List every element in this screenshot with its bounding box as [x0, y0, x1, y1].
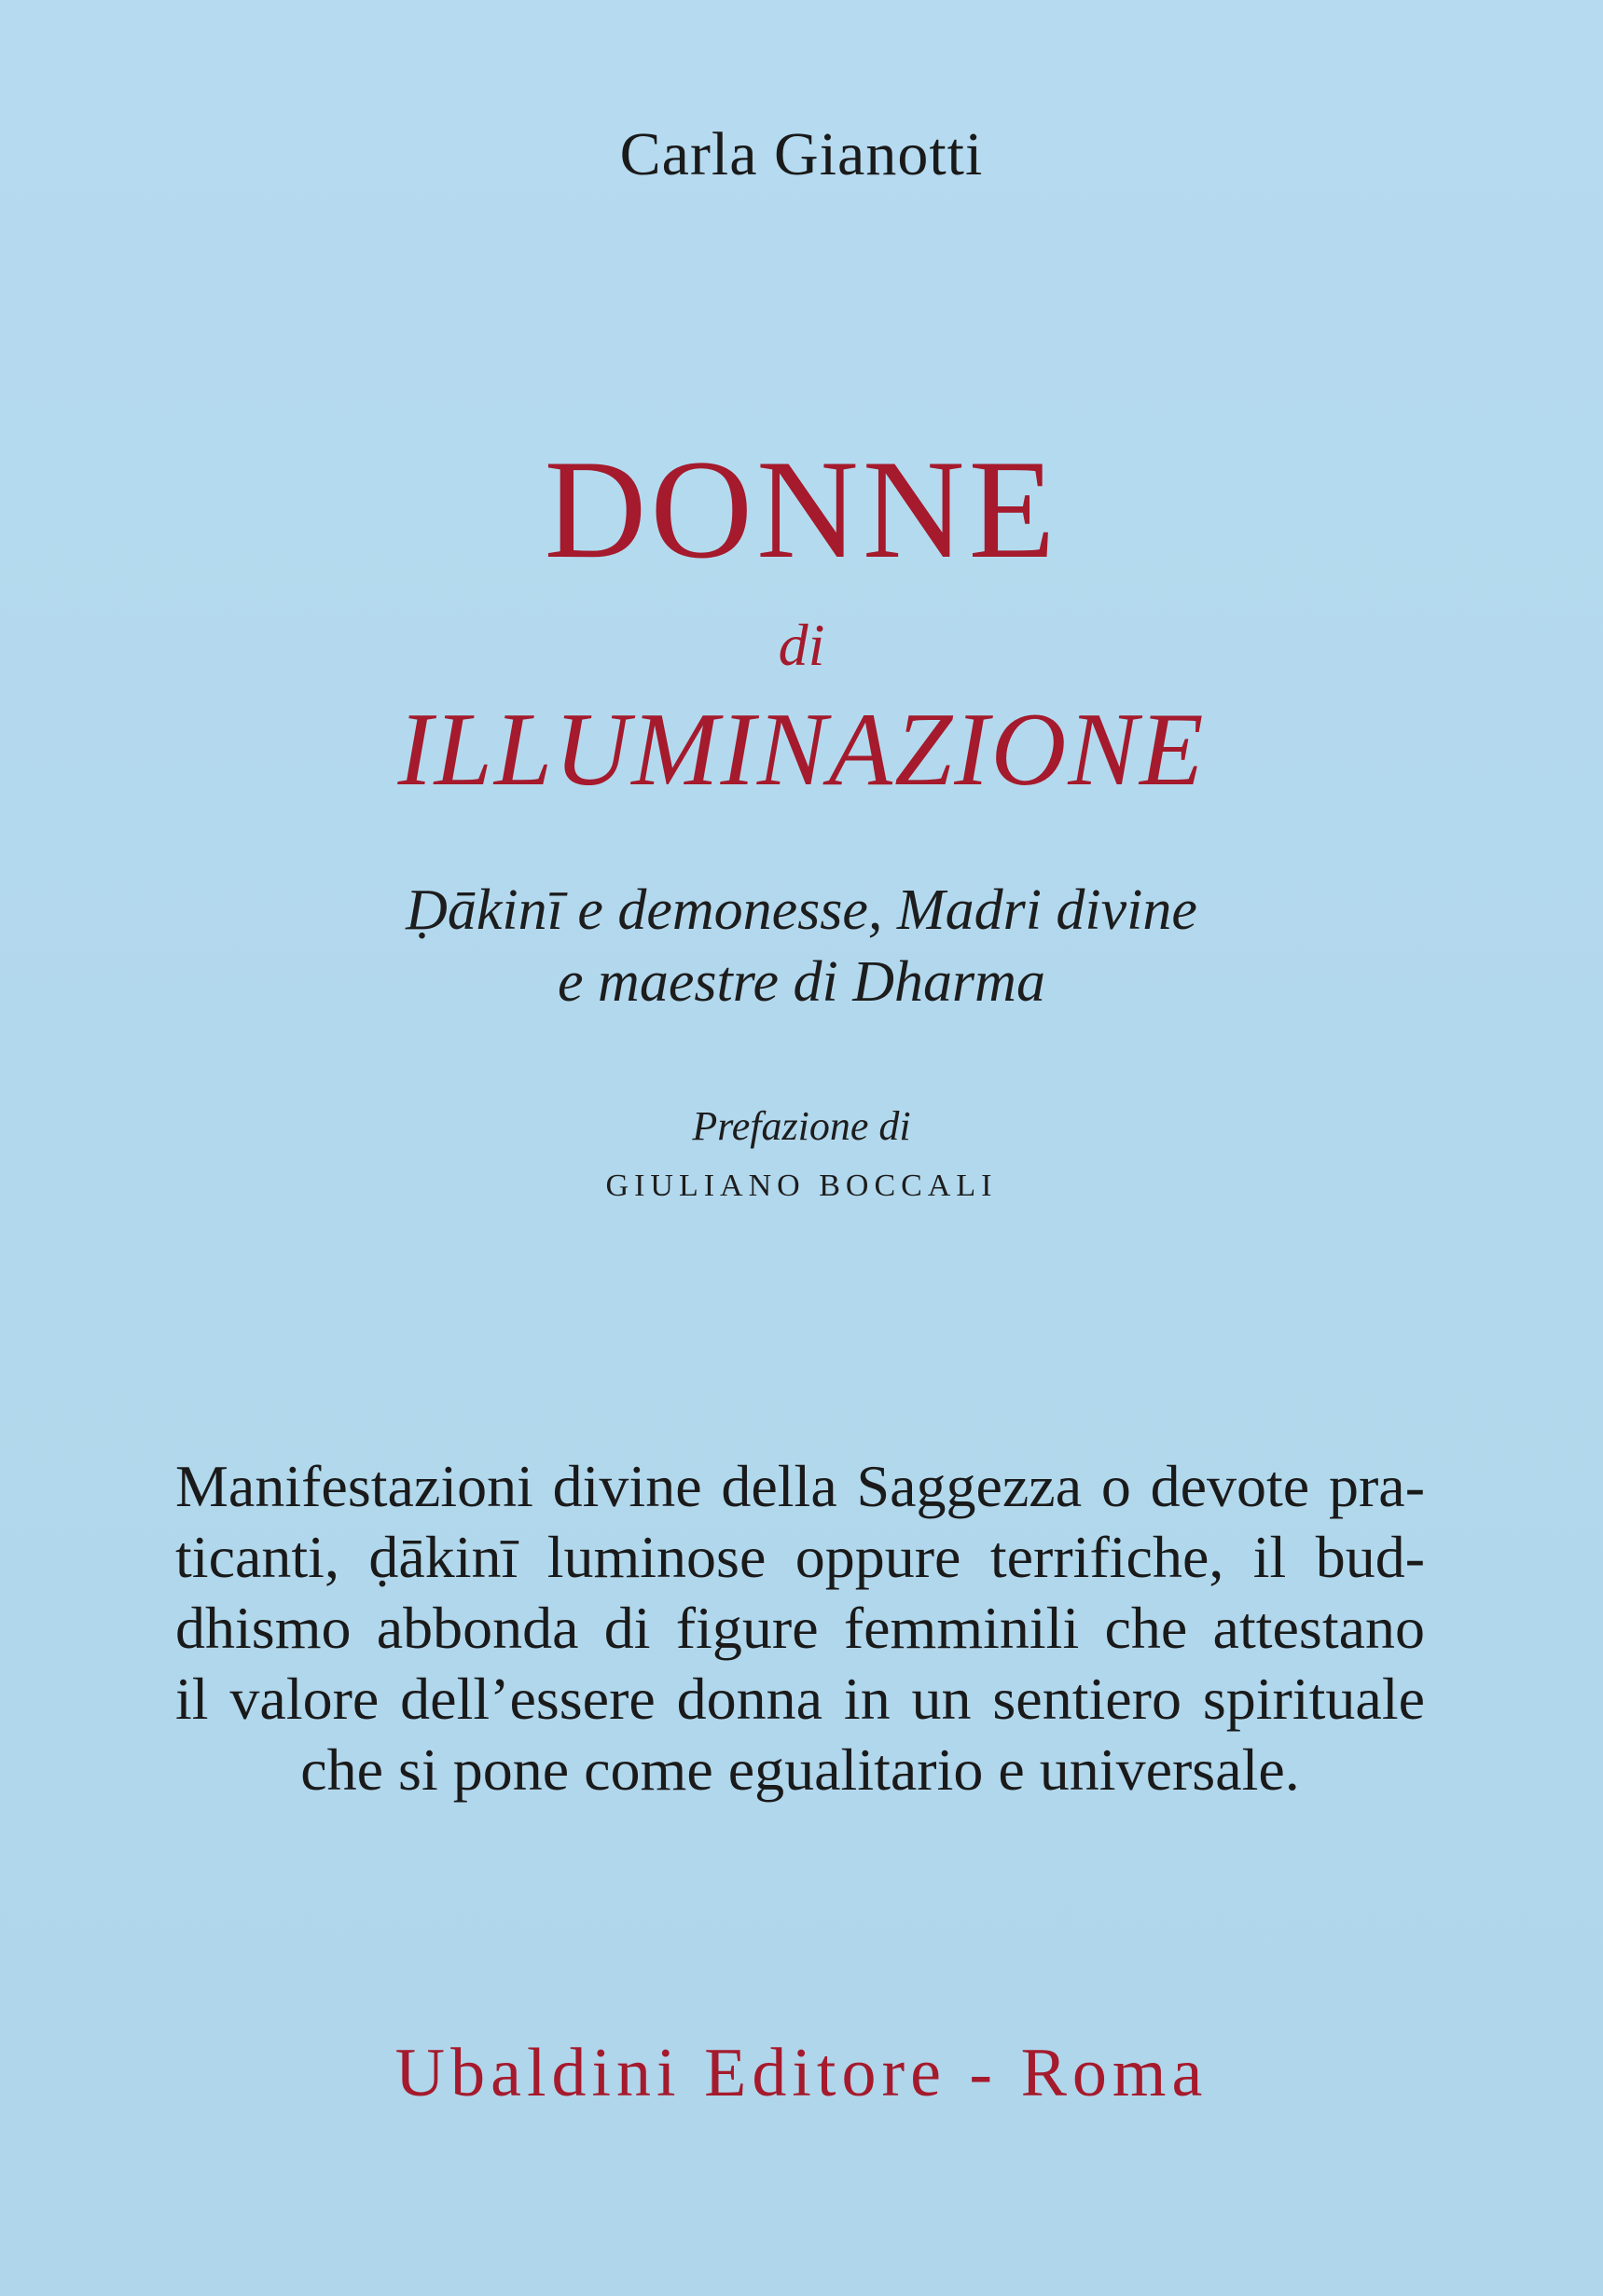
blurb-line-2: ticanti, ḍākinī luminose oppure terrifiche, il bud-: [175, 1524, 1425, 1590]
preface-label: Prefazione di: [692, 1103, 911, 1149]
title-main: DONNE: [544, 431, 1059, 588]
subtitle-line-2: e maestre di Dharma: [558, 949, 1045, 1014]
preface-author: GIULIANO BOCCALI: [605, 1169, 998, 1203]
subtitle-line-1: Ḍākinī e demonesse, Madri divine: [406, 878, 1197, 942]
blurb-line-5: che si pone come egualitario e universale.: [300, 1736, 1300, 1803]
author-name: Carla Gianotti: [619, 120, 984, 188]
blurb-line-4: il valore dell’essere donna in un sentiero spirituale: [175, 1666, 1425, 1732]
subtitle: [0, 875, 1603, 1018]
publisher-imprint: Ubaldini Editore - Roma: [394, 2035, 1209, 2111]
blurb-line-1: Manifestazioni divine della Saggezza o devote pra-: [175, 1453, 1425, 1519]
title-secondary: ILLUMINAZIONE: [397, 692, 1206, 808]
blurb-line-3: dhismo abbonda di figure femminili che attestano: [175, 1595, 1425, 1661]
title-connector: di: [778, 612, 825, 678]
cover-blurb: [175, 1451, 1425, 1805]
